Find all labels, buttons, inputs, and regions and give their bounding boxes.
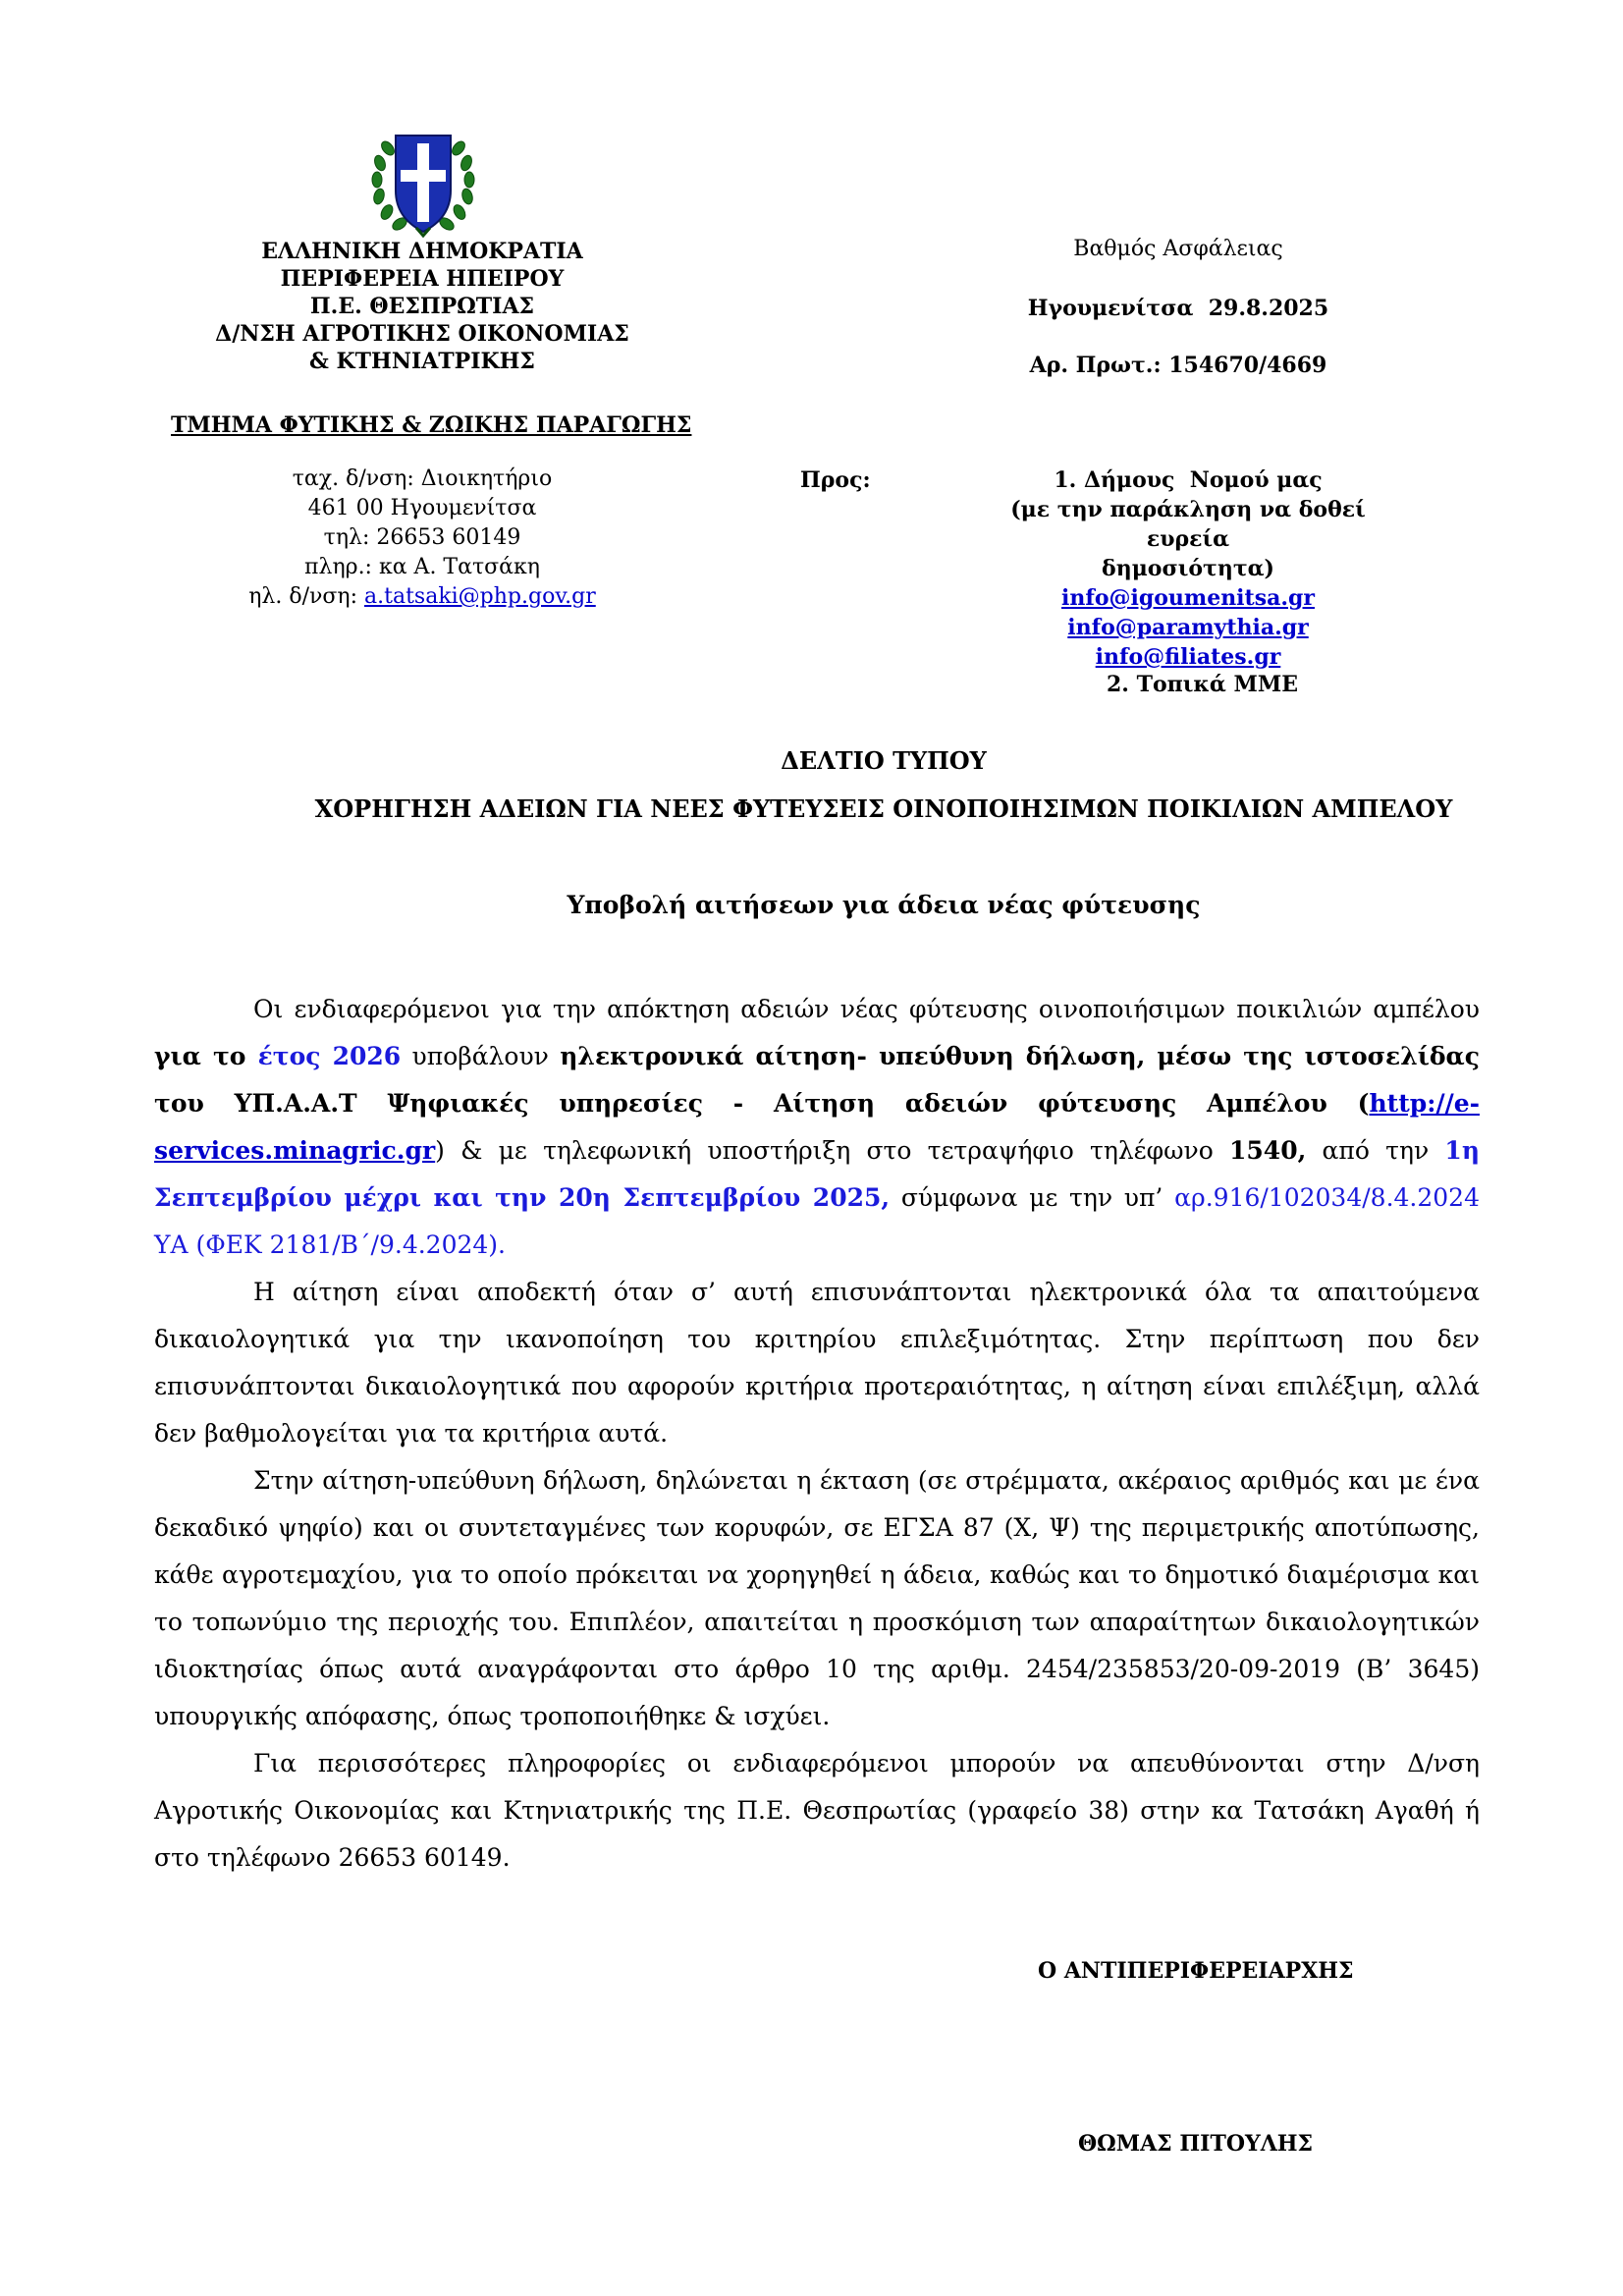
section-heading: Υποβολή αιτήσεων για άδεια νέας φύτευσης <box>567 891 1201 919</box>
org-line: ΕΛΛΗΝΙΚΗ ΔΗΜΟΚΡΑΤΙΑ <box>261 239 583 264</box>
sender-address <box>196 465 648 612</box>
address-line: 461 00 Ηγουμενίτσα <box>307 496 537 520</box>
recipient-1: 1. Δήμους Νομού μας <box>1054 467 1323 493</box>
organization-header <box>196 238 648 375</box>
security-grade: Βαθμός Ασφάλειας <box>1073 237 1283 261</box>
greek-coat-of-arms-emblem <box>365 126 481 242</box>
org-line: Π.Ε. ΘΕΣΠΡΩΤΙΑΣ <box>309 294 535 319</box>
paragraph-1: Οι ενδιαφερόμενοι για την απόκτηση αδειών νέας φύτευσης οινοποιήσιμων ποικιλιών αμπέλου για το έτος 2026 υποβάλουν ηλεκτρονικά αίτηση- υπεύθυνη δήλωση, μέσω της ιστοσελίδας του ΥΠ.Α.Α.Τ Ψηφιακές υπηρεσίες - Αίτηση αδειών φύτευσης Αμπέλου (http://e-services.minagric.gr) & με τηλεφωνική υποστήριξη στο τετραψήφιο τηλέφωνο 1540, από την 1η Σεπτεμβρίου μέχρι και την 20η Σεπτεμβρίου 2025, σύμφωνα με την υπ’ αρ.916/102034/8.4.2024 ΥΑ (ΦΕΚ 2181/Β΄/9.4.2024). <box>154 995 1481 1259</box>
paragraph-4: Για περισσότερες πληροφορίες οι ενδιαφερόμενοι μπορούν να απευθύνονται στην Δ/νση Αγροτικής Οικονομίας και Κτηνιατρικής της Π.Ε. Θεσπρωτίας (γραφείο 38) στην κα Τατσάκη Αγαθή ή στο τηλέφωνο 26653 60149. <box>154 1749 1480 1872</box>
signatory-role: Ο ΑΝΤΙΠΕΡΙΦΕΡΕΙΑΡΧΗΣ <box>1038 1958 1354 1984</box>
subject-title: ΧΟΡΗΓΗΣΗ ΑΔΕΙΩΝ ΓΙΑ ΝΕΕΣ ΦΥΤΕΥΣΕΙΣ ΟΙΝΟΠΟΙΗΣΙΜΩΝ ΠΟΙΚΙΛΙΩΝ ΑΜΠΕΛΟΥ <box>314 794 1453 823</box>
recipient-1-note: (με την παράκληση να δοθεί ευρεία <box>1010 497 1366 552</box>
recipient-email-link[interactable]: info@filiates.gr <box>1095 644 1281 670</box>
paragraph-3: Στην αίτηση-υπεύθυνη δήλωση, δηλώνεται η έκταση (σε στρέμματα, ακέραιος αριθμός και με ένα δεκαδικό ψηφίο) και οι συντεταγμένες των κορυφών, σε ΕΓΣΑ 87 (Χ, Ψ) της περιμετρικής αποτύπωσης, κάθε αγροτεμαχίου, για το οποίο πρόκειται να χορηγηθεί η άδεια, καθώς και το δημοτικό διαμέρισμα και το τοπωνύμιο της περιοχής του. Επιπλέον, απαιτείται η προσκόμιση των απαραίτητων δικαιολογητικών ιδιοκτησίας όπως αυτά αναγράφονται στο άρθρο 10 της αριθμ. 2454/235853/20-09-2019 (Β’ 3645) υπουργικής απόφασης, όπως τροποποιήθηκε & ισχύει. <box>154 1466 1480 1730</box>
paragraph-2: Η αίτηση είναι αποδεκτή όταν σ’ αυτή επισυνάπτονται ηλεκτρονικά όλα τα απαιτούμενα δικαιολογητικά για την ικανοποίηση του κριτηρίου επιλεξιμότητας. Στην περίπτωση που δεν επισυνάπτονται δικαιολογητικά που αφορούν κριτήρια προτεραιότητας, η αίτηση είναι επιλέξιμη, αλλά δεν βαθμολογείται για τα κριτήρια αυτά. <box>154 1278 1480 1448</box>
body-text <box>154 986 1480 1882</box>
press-release-title: ΔΕΛΤΙΟ ΤΥΠΟΥ <box>781 746 987 775</box>
address-line: ταχ. δ/νση: Διοικητήριο <box>292 466 553 491</box>
recipient-1-note: δημοσιότητα) <box>1102 556 1274 581</box>
address-line: πληρ.: κα Α. Τατσάκη <box>304 555 540 579</box>
department-name: ΤΜΗΜΑ ΦΥΤΙΚΗΣ & ΖΩΙΚΗΣ ΠΑΡΑΓΩΓΗΣ <box>171 412 692 438</box>
to-label: Προς: <box>800 467 871 493</box>
org-line: & ΚΤΗΝΙΑΤΡΙΚΗΣ <box>309 349 535 374</box>
protocol-number: Αρ. Πρωτ.: 154670/4669 <box>1029 353 1327 378</box>
org-line: Δ/ΝΣΗ ΑΓΡΟΤΙΚΗΣ ΟΙΚΟΝΟΜΙΑΣ <box>215 321 629 347</box>
e-services-link[interactable]: http://e-services.minagric.gr <box>154 1089 1480 1165</box>
recipient-email-link[interactable]: info@igoumenitsa.gr <box>1061 585 1315 611</box>
recipients-block <box>967 465 1409 672</box>
document-date: Ηγουμενίτσα 29.8.2025 <box>1027 296 1329 321</box>
recipient-2: 2. Τοπικά ΜΜΕ <box>1107 672 1298 697</box>
org-line: ΠΕΡΙΦΕΡΕΙΑ ΗΠΕΙΡΟΥ <box>280 266 565 292</box>
recipient-email-link[interactable]: info@paramythia.gr <box>1067 615 1309 640</box>
email-line: ηλ. δ/νση: a.tatsaki@php.gov.gr <box>248 584 596 609</box>
sender-email-link[interactable]: a.tatsaki@php.gov.gr <box>364 584 596 609</box>
signatory-name: ΘΩΜΑΣ ΠΙΤΟΥΛΗΣ <box>1078 2131 1314 2157</box>
address-line: τηλ: 26653 60149 <box>323 525 521 550</box>
